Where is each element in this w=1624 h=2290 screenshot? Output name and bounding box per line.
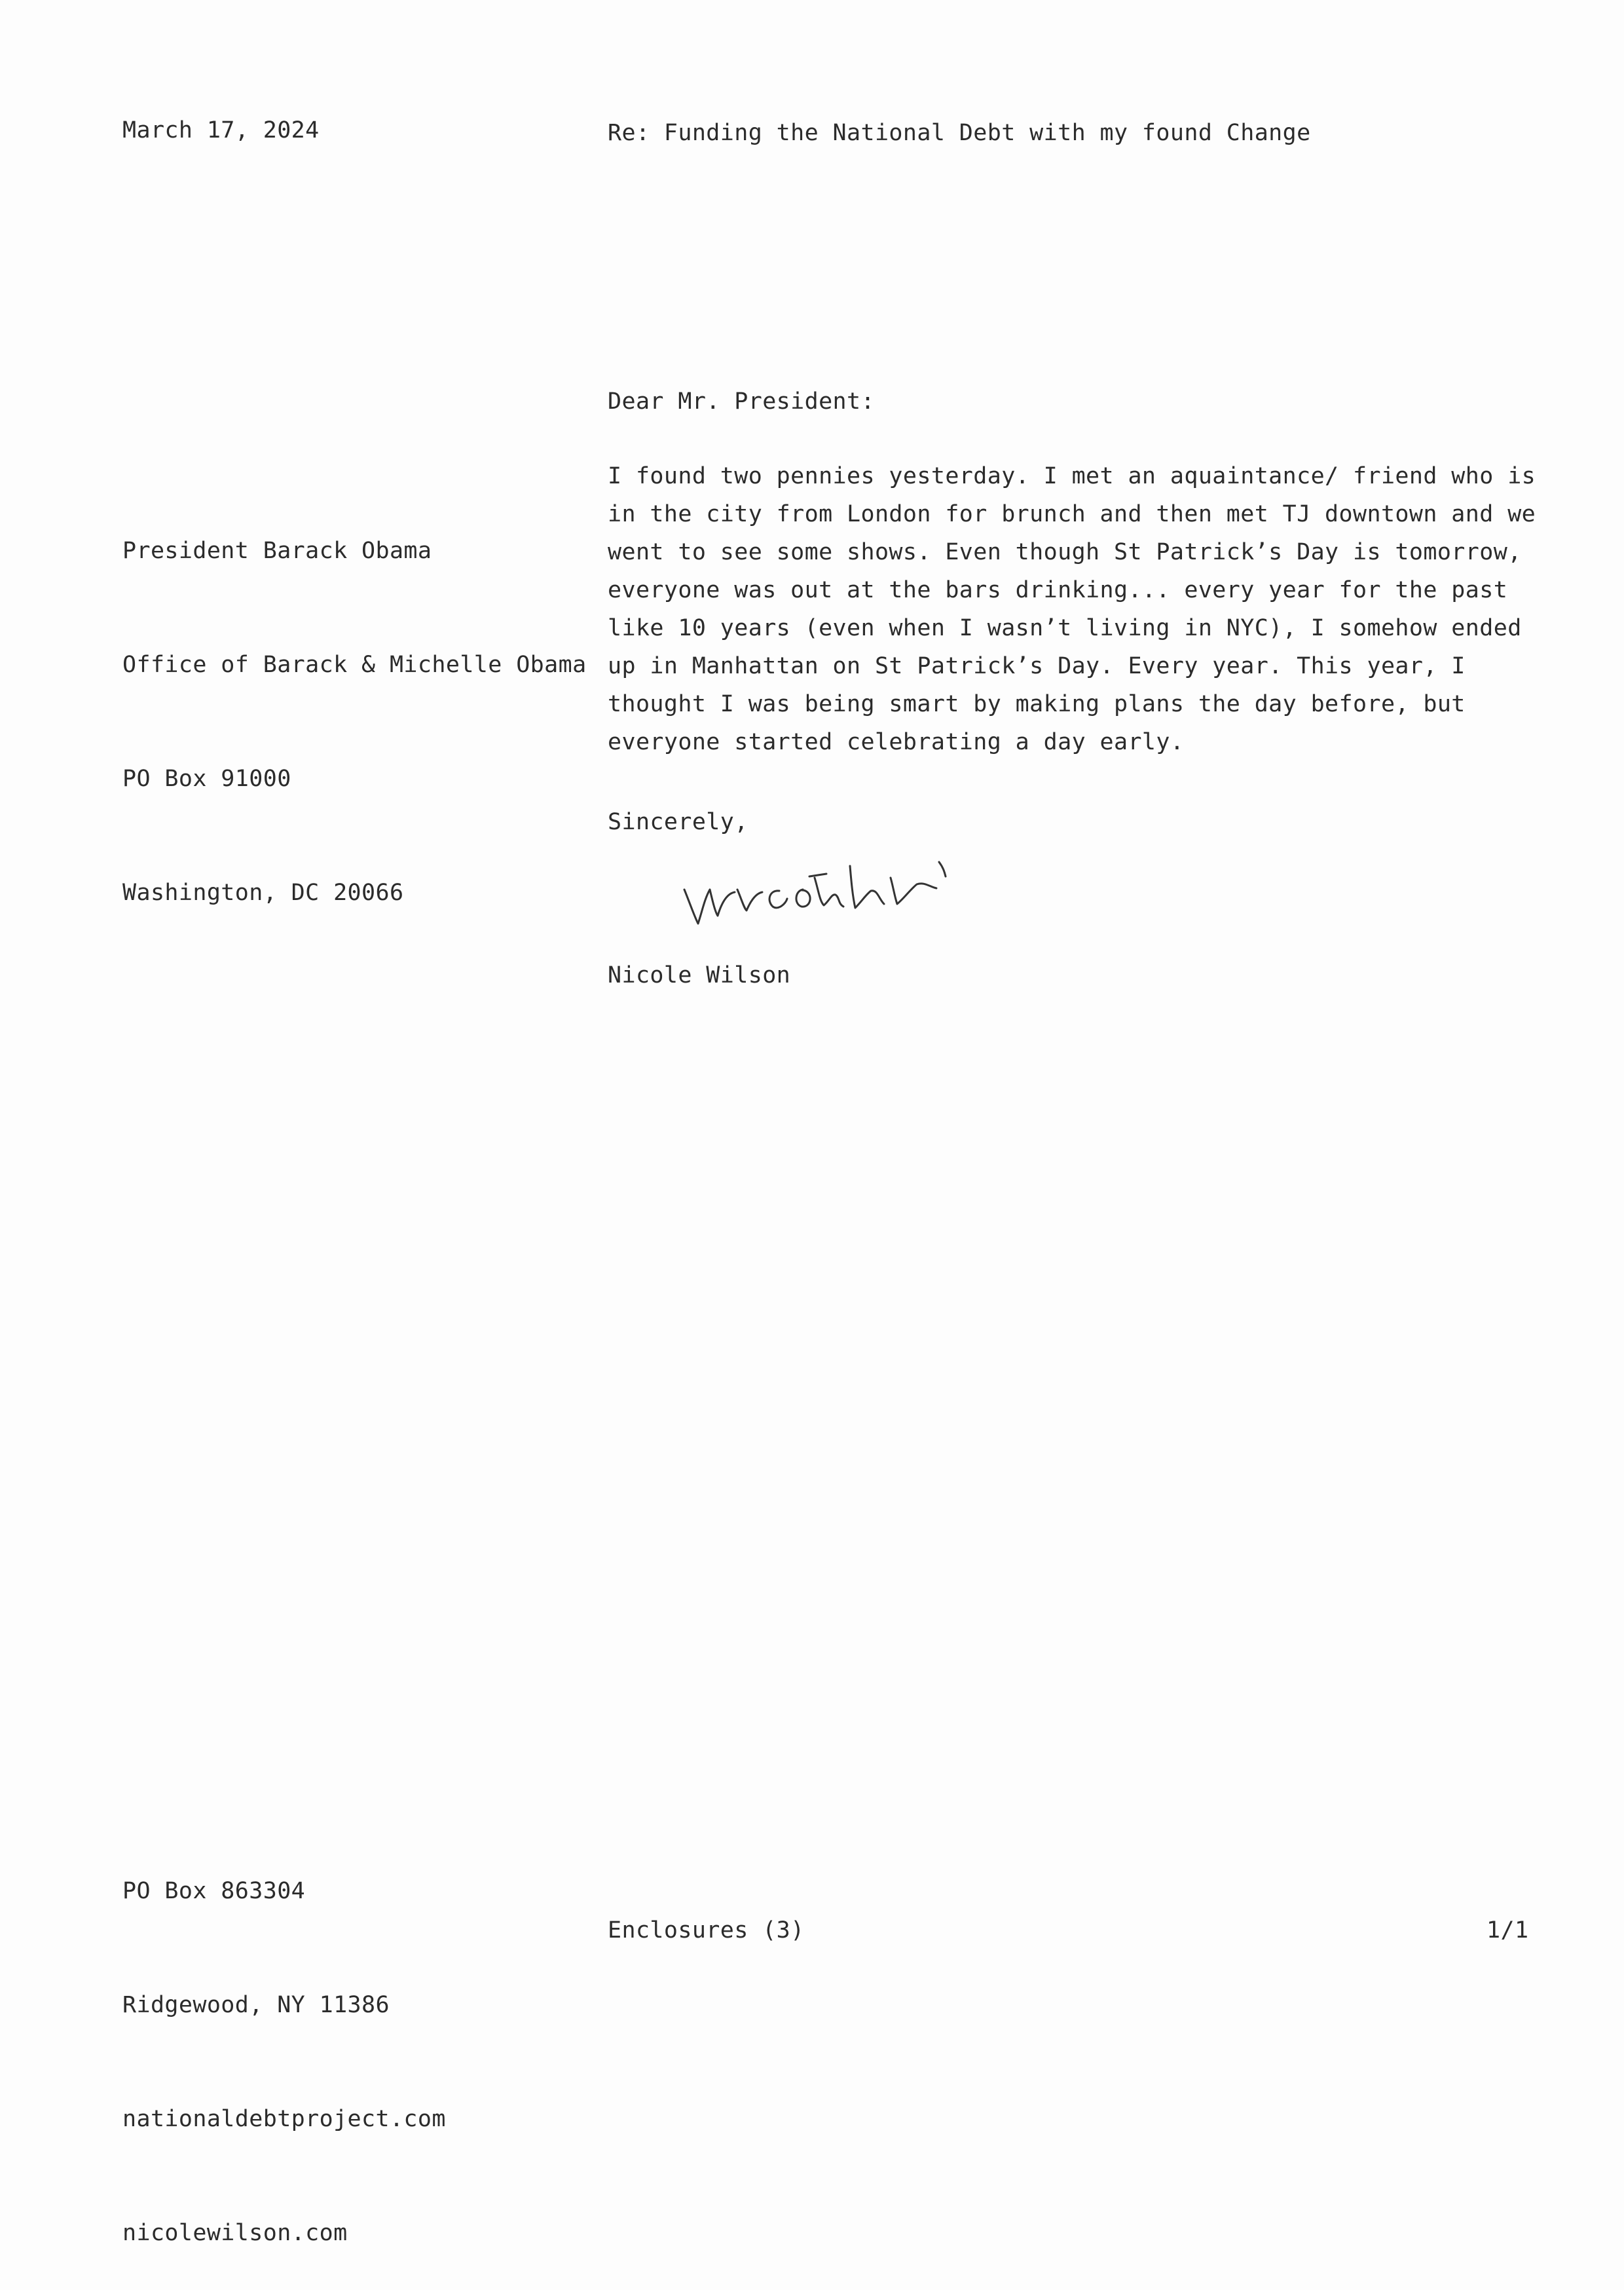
body-line: went to see some shows. Even though St Patrick’s Day is tomorrow, — [608, 539, 1522, 565]
recipient-address — [122, 456, 587, 950]
enclosures-note: Enclosures (3) — [608, 1917, 805, 1943]
handwritten-signature — [674, 838, 989, 937]
return-address — [122, 1796, 446, 2290]
subject-line: Re: Funding the National Debt with my found Change — [608, 120, 1311, 146]
body-line: in the city from London for brunch and then met TJ downtown and we — [608, 501, 1536, 527]
return-address-line: nationaldebtproject.com — [122, 2106, 446, 2132]
body-line: like 10 years (even when I wasn’t living in NYC), I somehow ended — [608, 615, 1522, 641]
recipient-line: Washington, DC 20066 — [122, 880, 404, 906]
recipient-line: Office of Barack & Michelle Obama — [122, 652, 587, 678]
return-address-line: Ridgewood, NY 11386 — [122, 1992, 390, 2018]
letter-date: March 17, 2024 — [122, 117, 320, 143]
closing: Sincerely, — [608, 809, 748, 835]
page-number: 1/1 — [1486, 1917, 1529, 1943]
body-line: everyone was out at the bars drinking... every year for the past — [608, 577, 1508, 603]
body-line: up in Manhattan on St Patrick’s Day. Every year. This year, I — [608, 653, 1466, 679]
signer-name: Nicole Wilson — [608, 962, 791, 988]
body-line: thought I was being smart by making plans the day before, but — [608, 691, 1466, 717]
recipient-line: President Barack Obama — [122, 538, 432, 564]
salutation: Dear Mr. President: — [608, 388, 875, 415]
body-line: everyone started celebrating a day early. — [608, 729, 1185, 755]
return-address-line: PO Box 863304 — [122, 1878, 306, 1904]
body-line: I found two pennies yesterday. I met an aquaintance/ friend who is — [608, 463, 1536, 489]
recipient-line: PO Box 91000 — [122, 766, 291, 792]
letter-body — [608, 457, 1536, 761]
return-address-line: nicolewilson.com — [122, 2220, 348, 2246]
